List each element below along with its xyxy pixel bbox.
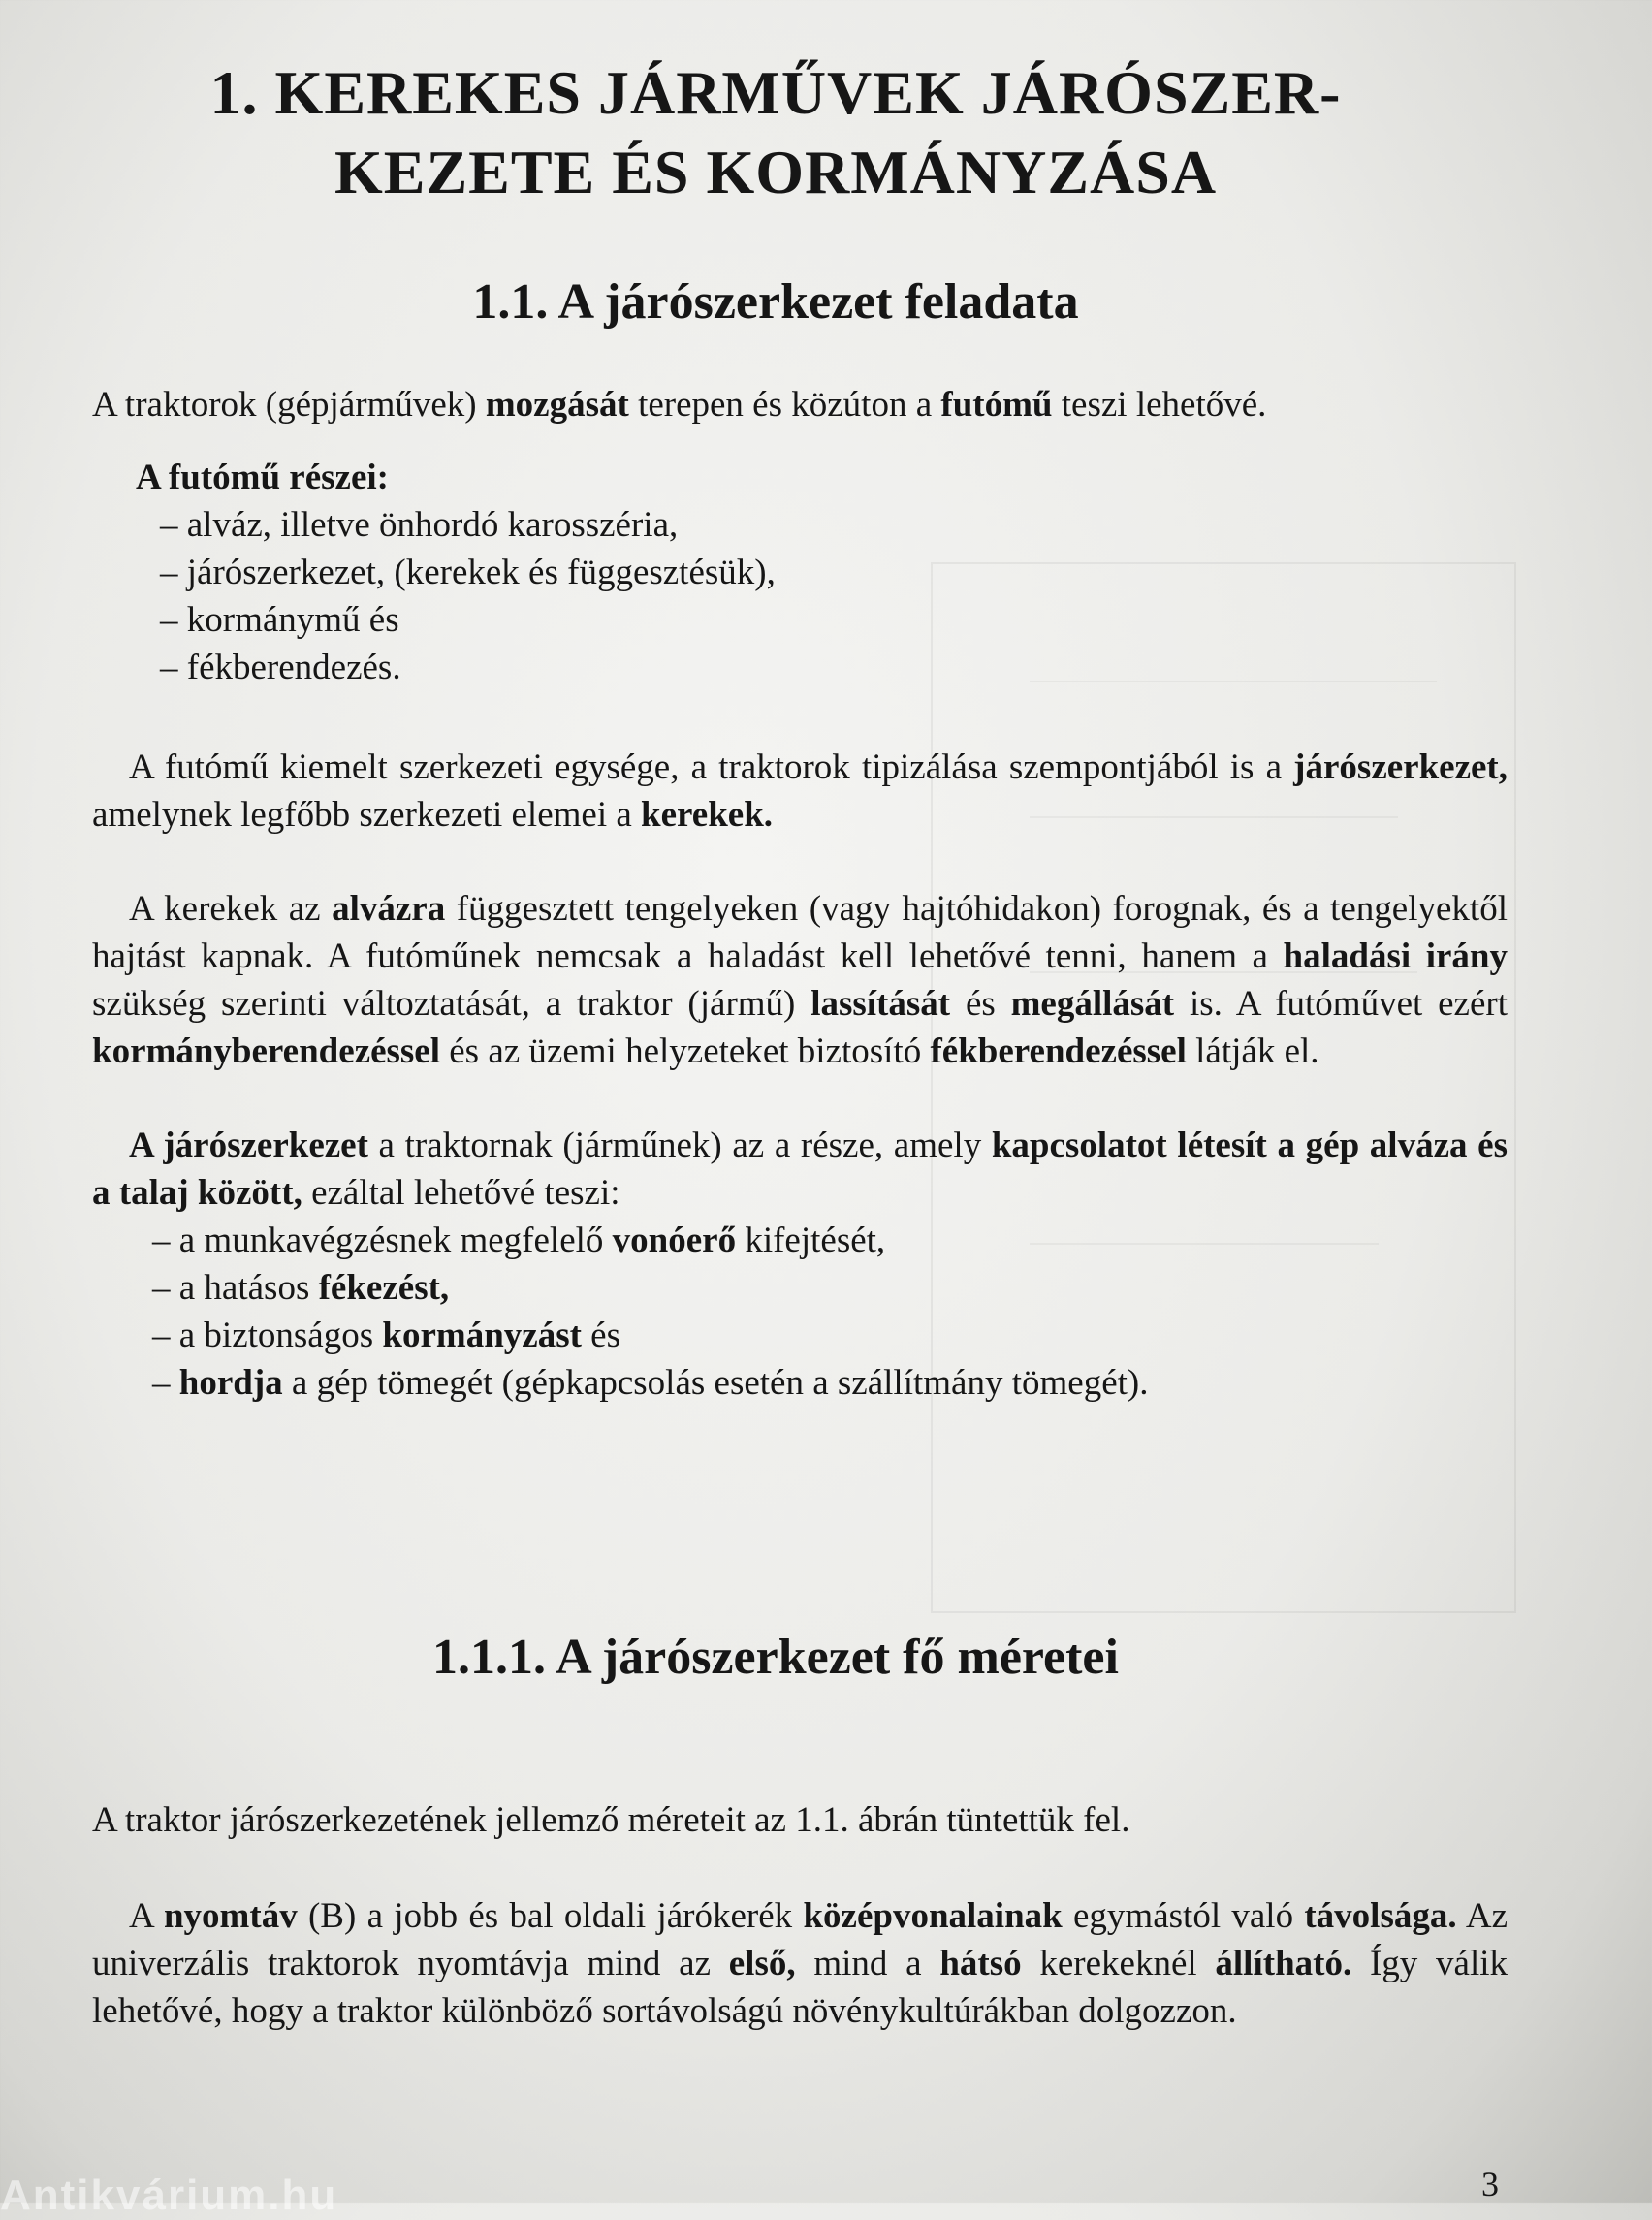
text-run: ezáltal lehetővé teszi: <box>302 1173 620 1213</box>
text-run: szükség szerinti változtatását, a traktor (jármű) <box>92 984 811 1024</box>
bold-term: hordja <box>178 1363 283 1403</box>
paragraph-2 <box>92 744 1508 839</box>
text-run: látják el. <box>1186 1031 1319 1071</box>
section-heading-1-1: 1.1. A járószerkezet feladata <box>472 274 1079 330</box>
text-run: terepen és közúton a <box>628 385 941 425</box>
paragraph-track-width <box>92 1892 1508 2035</box>
list-item <box>152 1312 1508 1359</box>
list-item: – alváz, illetve önhordó karosszéria, <box>160 505 679 545</box>
text-run: – a biztonságos <box>152 1316 383 1355</box>
text-run: Így válik lehetővé, hogy a traktor különböző sortávolságú növénykultúrákban dolgozzon. <box>92 1944 1509 2031</box>
bold-term: lassítását <box>810 984 951 1024</box>
text-run: amelynek legfőbb szerkezeti elemei a <box>92 795 642 835</box>
bold-term: futómű <box>940 385 1053 425</box>
text-run: kerekeknél <box>1021 1944 1216 1983</box>
bold-term: járószerkezet, <box>1293 747 1508 787</box>
text-run: A traktorok (gépjárművek) <box>92 385 486 425</box>
text-run: A <box>129 1896 164 1936</box>
text-run: és <box>950 984 1011 1024</box>
bold-term: kapcsolatot létesít a gép alváza és a talaj között, <box>92 1126 1508 1213</box>
text-run: – a munkavégzésnek megfelelő <box>152 1221 613 1260</box>
bold-term: alvázra <box>332 889 446 929</box>
section-heading-1-1-1: 1.1.1. A járószerkezet fő méretei <box>432 1630 1119 1685</box>
parts-list <box>92 501 1508 691</box>
text-run: teszi lehetővé. <box>1052 385 1267 425</box>
bold-term: első, <box>728 1944 796 1983</box>
bold-term: mozgását <box>485 385 629 425</box>
bold-term: állítható. <box>1215 1944 1352 1983</box>
text-run: – <box>152 1363 179 1403</box>
list-item: – járószerkezet, (kerekek és függesztésük), <box>160 553 776 592</box>
text-run: és <box>581 1316 620 1355</box>
chapter-title <box>116 53 1435 212</box>
text-run: a traktornak (járműnek) az a része, amely <box>367 1126 992 1165</box>
list-item: – fékberendezés. <box>160 648 401 687</box>
text-run: függesztett tengelyeken (vagy hajtóhidakon) forognak, és a tengelyektől hajtást kapnak. A futóműnek nemcsak a haladást kell lehetővé tenni, hanem a <box>92 889 1508 976</box>
parts-subtitle: A futómű részei: <box>136 458 389 497</box>
text-run: Az univerzális traktorok nyomtávja mind az <box>92 1896 1508 1983</box>
list-item <box>152 1359 1508 1407</box>
paragraph-dimensions: A traktor járószerkezetének jellemző méreteit az 1.1. ábrán tüntettük fel. <box>92 1800 1130 1840</box>
text-run: is. A futóművet ezért <box>1174 984 1508 1024</box>
chapter-title-line-1: 1. KEREKES JÁRMŰVEK JÁRÓSZER- <box>209 58 1342 127</box>
list-item: – kormánymű és <box>160 600 399 640</box>
page-number: 3 <box>1481 2165 1499 2204</box>
watermark-text: Antikvárium.hu <box>0 2172 338 2219</box>
text-run: A kerekek az <box>129 889 333 929</box>
bold-term: távolsága. <box>1304 1896 1457 1936</box>
text-run: (B) a jobb és bal oldali járókerék <box>297 1896 804 1936</box>
bold-term: hátsó <box>939 1944 1022 1983</box>
list-item <box>152 1264 1508 1312</box>
bold-term: fékezést, <box>318 1268 450 1308</box>
bold-term: nyomtáv <box>163 1896 298 1936</box>
section-1-1-1-body <box>92 1796 1508 2035</box>
bold-term: megállását <box>1010 984 1175 1024</box>
text-run: a gép tömegét (gépkapcsolás esetén a szállítmány tömegét). <box>282 1363 1149 1403</box>
text-run: egymástól való <box>1062 1896 1305 1936</box>
text-run: és az üzemi helyzeteket biztosító <box>440 1031 931 1071</box>
paragraph-3 <box>92 885 1508 1075</box>
bold-term: kerekek. <box>641 795 774 835</box>
text-run: A futómű kiemelt szerkezeti egysége, a traktorok tipizálása szempontjából is a <box>129 747 1294 787</box>
text-run: – a hatásos <box>152 1268 319 1308</box>
section-1-1-body <box>92 381 1508 1407</box>
chapter-title-line-2: KEZETE ÉS KORMÁNYZÁSA <box>334 138 1218 206</box>
paragraph-4 <box>92 1122 1508 1217</box>
bold-term: haladási irány <box>1283 936 1508 976</box>
tasks-list <box>92 1217 1508 1407</box>
bold-term: A járószerkezet <box>129 1126 368 1165</box>
bold-term: középvonalainak <box>803 1896 1063 1936</box>
bold-term: vonóerő <box>612 1221 737 1260</box>
bold-term: kormányberendezéssel <box>92 1031 440 1071</box>
text-run: kifejtését, <box>736 1221 886 1260</box>
bold-term: fékberendezéssel <box>930 1031 1187 1071</box>
bold-term: kormányzást <box>382 1316 582 1355</box>
list-item <box>152 1217 1508 1264</box>
intro-paragraph <box>92 381 1508 428</box>
text-run: mind a <box>795 1944 940 1983</box>
